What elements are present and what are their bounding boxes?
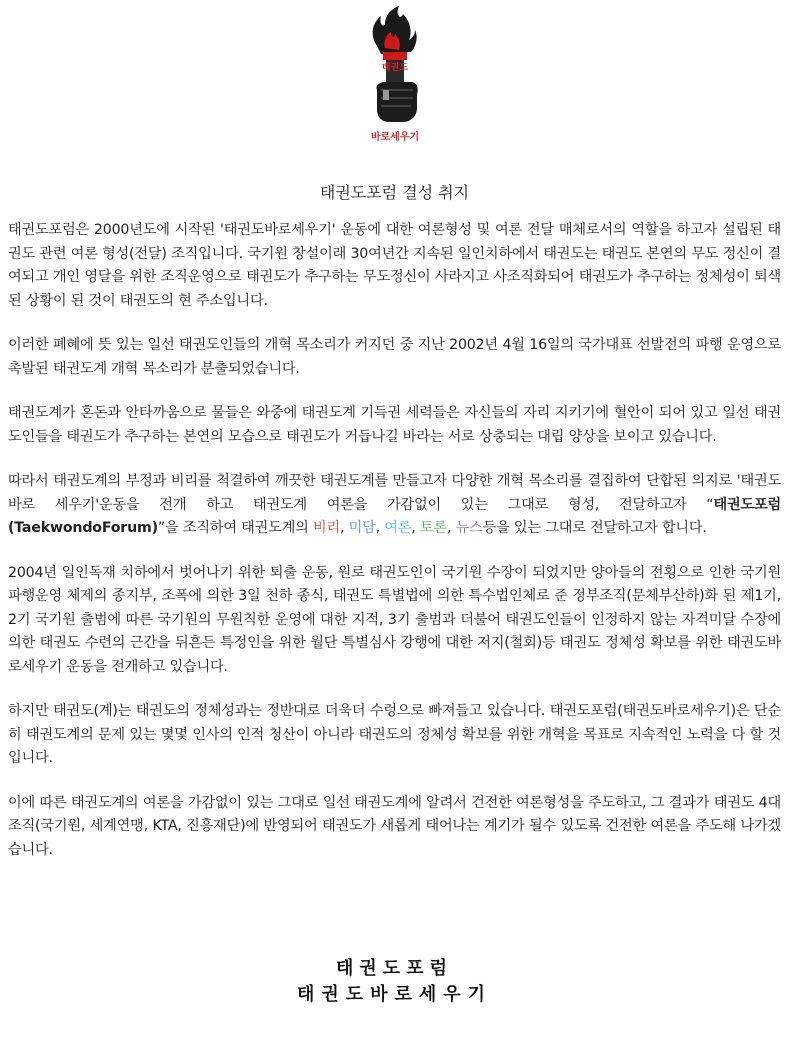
logo-top-text: 태권도: [381, 63, 409, 73]
category-debate: 토론: [419, 520, 447, 536]
forum-name-bold: 태권도포럼(TaekwondoForum): [8, 496, 781, 536]
paragraph-2: 이러한 폐혜에 뜻 있는 일선 태권도인들의 개혁 목소리가 커지던 중 지난 2002년 4월 16일의 국가대표 선발전의 파행 운영으로 촉발된 태권도계 개혁 목소리가 분출되었습니다.: [8, 337, 782, 377]
category-news: 뉴스: [455, 520, 483, 536]
logo-graphic: [355, 4, 435, 144]
paragraph-4-part2: ”을 조직하여 태권도계의: [157, 520, 313, 536]
separator-4: ,: [446, 520, 456, 536]
paragraph-4-part1: 따라서 태권도계의 부정과 비리를 척결하여 깨끗한 태권도계를 만들고자 다양한 개혁 목소리를 결집하여 단합된 의지로 '태권도 바로 세우기'운동을 전개 하고 태권도계 여론을 가감없이 있는 그대로 형성, 전달하고자 “: [8, 473, 781, 513]
paragraph-3: 태권도계가 혼돈과 안타까움으로 물들은 와중에 태권도계 기득권 세력들은 자신들의 자리 지키기에 혈안이 되어 있고 일선 태권도인들을 태권도가 추구하는 본연의 모습으로 태권도가 거듭나길 바라는 서로 상충되는 대립 양상을 보이고 있습니다.: [8, 405, 781, 445]
page-title: 태권도포럼 결성 취지: [319, 183, 470, 202]
category-corruption: 비리: [313, 520, 341, 536]
paragraph-4: [8, 470, 781, 541]
fist-shape: [376, 82, 417, 122]
category-opinion: 여론: [384, 520, 412, 536]
paragraph-1: 태권도포럼은 2000년도에 시작된 '태권도바로세우기' 운동에 대한 여론형성 및 여론 전달 매체로서의 역할을 하고자 설립된 태권도 관련 여론 형성(전달) 조직입니다. 국기원 창설이래 30여년간 지속된 일인치하에서 태권도는 태권도 본연의 무도 정신이 결여되고 개인 영달을 위한 조직운영으로 태권도가 추구하는 무도정신이 사라지고 사조직화되어 태권도가 추구하는 정체성이 퇴색된 상황이 된 것이 태권도의 현 주소입니다.: [8, 222, 781, 309]
separator-3: ,: [411, 520, 420, 536]
paragraph-4-part3: 등을 있는 그대로 전달하고자 합니다.: [482, 520, 707, 536]
article-body: [8, 219, 781, 883]
paragraph-7: 이에 따른 태권도계의 여론을 가감없이 있는 그대로 일선 태권도계에 알려서 건전한 여론형성을 주도하고, 그 결과가 태권도 4대 조직(국기원, 세계연맹, KTA, 진흥재단)에 반영되어 태권도가 새롭게 태어나는 계기가 될수 있도록 건전한 여론을 주도해 나가겠습니다.: [8, 794, 781, 858]
logo-bottom-text: 바로세우기: [370, 132, 420, 143]
paragraph-5: 2004년 일인독재 치하에서 벗어나기 위한 퇴출 운동, 원로 태권도인이 국기원 수장이 되었지만 양아들의 전횡으로 인한 국기원 파행운영 체제의 종지부, 조폭에 의한 3일 천하 종식, 태권도 특별법에 의한 특수법인체로 준 정부조직(문체부산하)화 된 제1기, 2기 국기원 출범에 따른 국기원의 무원칙한 운영에 대한 지적, 3기 출범과 더불어 태권도인들이 인정하지 않는 자격미달 수장에 의한 태권도 수련의 근간을 뒤흔든 특정인을 위한 월단 특별심사 강행에 대한 저지(철회)등 태권도 정체성 확보를 위한 태권도바로세우기 운동을 전개하고 있습니다.: [8, 564, 781, 675]
signature-movement: 태권도바로세우기: [296, 984, 493, 1005]
fist-torch-logo-icon: [355, 4, 435, 144]
separator-1: ,: [340, 520, 349, 536]
signature-forum: 태권도포럼: [336, 958, 453, 979]
paragraph-6: 하지만 태권도(계)는 태권도의 정체성과는 정반대로 더욱더 수렁으로 빠져들고 있습니다. 태권도포럼(태권도바로세우기)은 단순히 태권도계의 문제 있는 몇몇 인사의 인적 청산이 아니라 태권도의 정체성 확보를 위한 개혁을 목표로 지속적인 노력을 다 할 것입니다.: [8, 703, 781, 766]
torch-band: [383, 52, 407, 60]
category-good-news: 미담: [348, 520, 376, 536]
separator-2: ,: [375, 520, 385, 536]
fist-highlight: [383, 90, 389, 100]
